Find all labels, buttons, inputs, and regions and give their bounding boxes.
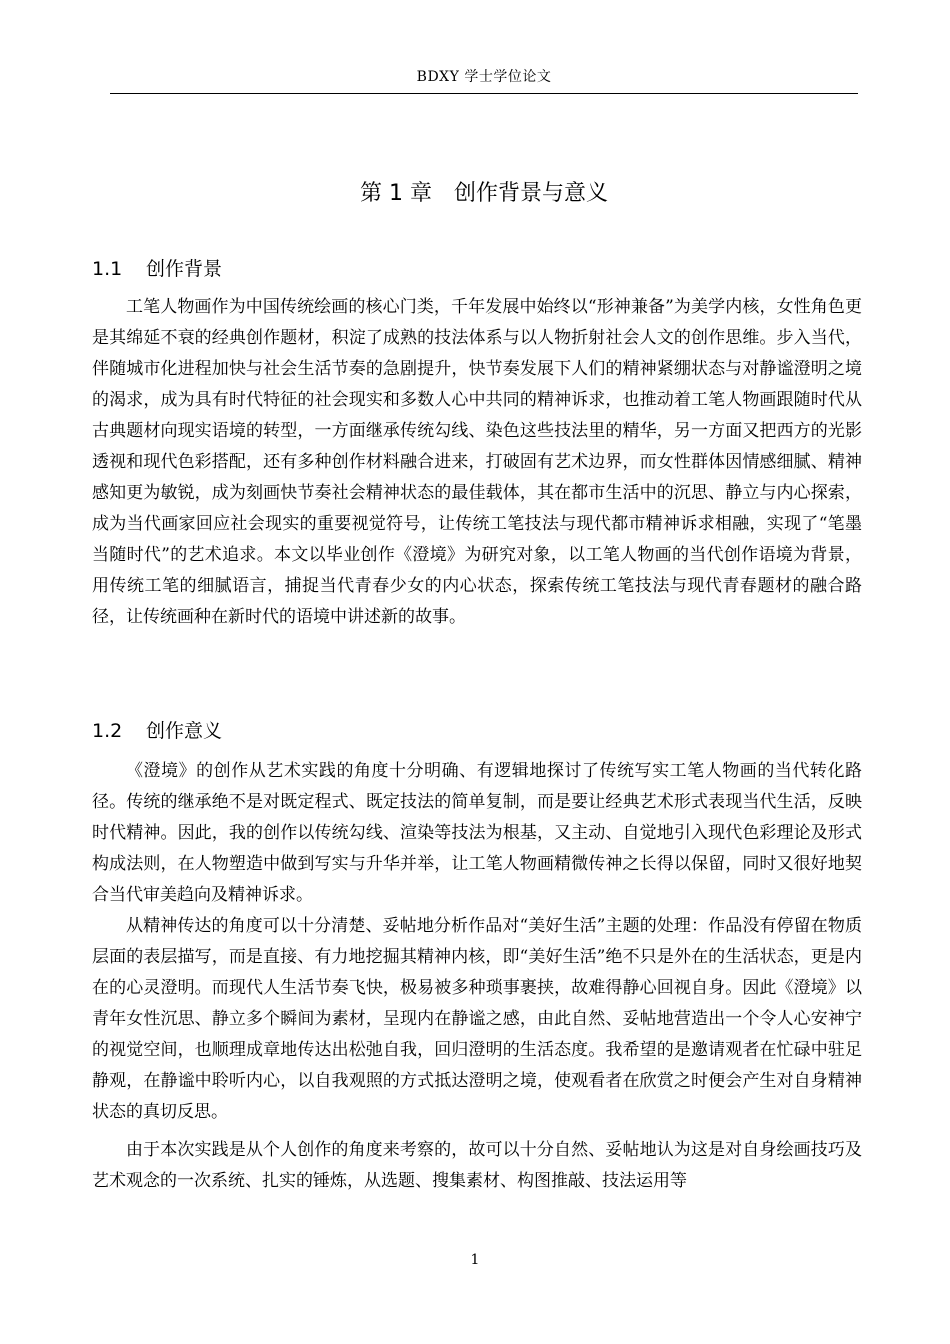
chapter-title: 第 1 章 创作背景与意义 [360,181,608,206]
section-number: 1.2 [92,720,123,742]
body-paragraph: 工笔人物画作为中国传统绘画的核心门类，千年发展中始终以“形神兼备”为美学内核，女性角色更是其绵延不衰的经典创作题材，积淀了成熟的技法体系与以人物折射社会人文的创作思维。步入当代，伴随城市化进程加快与社会生活节奏的急剧提升，快节奏发展下人们的精神紧绷状态与对静谧澄明之境的渴求，成为具有时代特征的社会现实和多数人心中共同的精神诉求，也推动着工笔人物画跟随时代从古典题材向现实语境的转型，一方面继承传统勾线、染色这些技法里的精华，另一方面又把西方的光影透视和现代色彩搭配，还有多种创作材料融合进来，打破固有艺术边界，而女性群体因情感细腻、精神感知更为敏锐，成为刻画快节奏社会精神状态的最佳载体，其在都市生活中的沉思、静立与内心探索，成为当代画家回应社会现实的重要视觉符号，让传统工笔技法与现代都市精神诉求相融，实现了“笔墨当随时代”的艺术追求。本文以毕业创作《澄境》为研究对象，以工笔人物画的当代创作语境为背景，用传统工笔的细腻语言，捕捉当代青春少女的内心状态，探索传统工笔技法与现代青春题材的融合路径，让传统画种在新时代的语境中讲述新的故事。 [92,297,862,627]
section-title-text: 创作背景 [146,258,223,280]
header-rule [110,93,858,94]
page-number: 1 [470,1252,480,1268]
section-heading-1-2 [92,716,222,743]
body-paragraph: 《澄境》的创作从艺术实践的角度十分明确、有逻辑地探讨了传统写实工笔人物画的当代转化路径。传统的继承绝不是对既定程式、既定技法的简单复制，而是要让经典艺术形式表现当代生活，反映时代精神。因此，我的创作以传统勾线、渲染等技法为根基，又主动、自觉地引入现代色彩理论及形式构成法则，在人物塑造中做到写实与升华并举，让工笔人物画精微传神之长得以保留，同时又很好地契合当代审美趋向及精神诉求。 [92,761,862,905]
section-number: 1.1 [92,258,123,280]
section-heading-1-1 [92,254,222,281]
body-paragraph: 从精神传达的角度可以十分清楚、妥帖地分析作品对“美好生活”主题的处理：作品没有停留在物质层面的表层描写，而是直接、有力地挖掘其精神内核，即“美好生活”绝不只是外在的生活状态，更是内在的心灵澄明。而现代人生活节奏飞快，极易被多种琐事裹挟，故难得静心回视自身。因此《澄境》以青年女性沉思、静立多个瞬间为素材，呈现内在静谧之感，由此自然、妥帖地营造出一个令人心安神宁的视觉空间，也顺理成章地传达出松弛自我，回归澄明的生活态度。我希望的是邀请观者在忙碌中驻足静观，在静谧中聆听内心，以自我观照的方式抵达澄明之境，使观看者在欣赏之时便会产生对自身精神状态的真切反思。 [92,916,862,1122]
section-title-text: 创作意义 [146,720,223,742]
running-header: BDXY 学士学位论文 [416,69,552,85]
body-paragraph: 由于本次实践是从个人创作的角度来考察的，故可以十分自然、妥帖地认为这是对自身绘画技巧及艺术观念的一次系统、扎实的锤炼，从选题、搜集素材、构图推敲、技法运用等 [92,1140,862,1191]
